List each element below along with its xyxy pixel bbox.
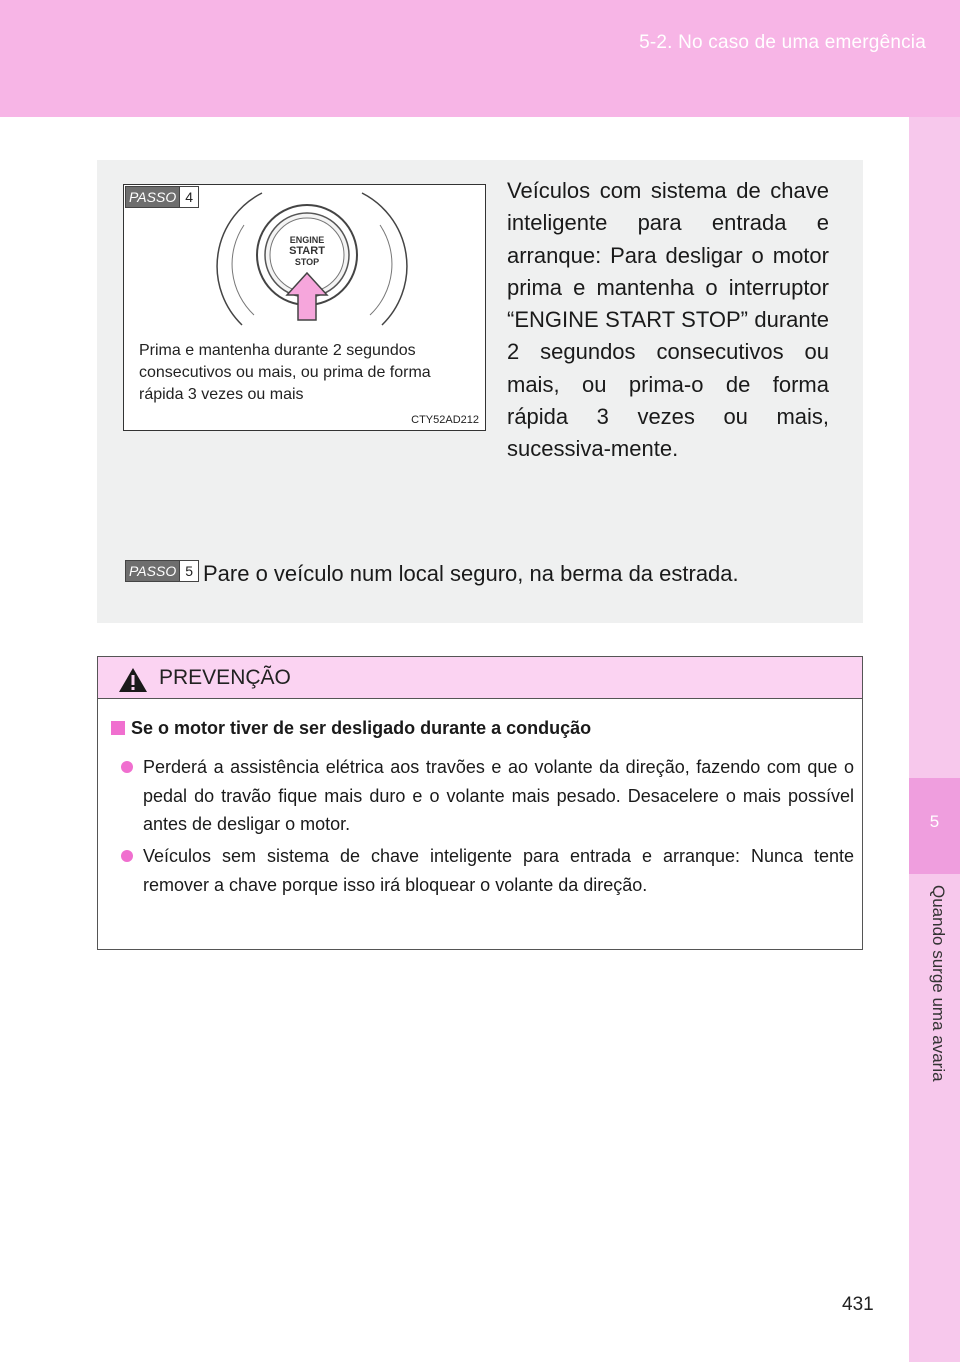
step-5-text: Pare o veículo num local seguro, na berma da estrada. bbox=[203, 561, 739, 586]
step-5-tag-number: 5 bbox=[179, 561, 198, 581]
button-line-engine: ENGINE bbox=[289, 235, 325, 245]
chapter-side-tab bbox=[909, 117, 960, 1362]
step-4-text: Veículos com sistema de chave inteligente para entrada e arranque: Para desligar o motor prima e mantenha o interruptor “ENGINE START STOP” durante 2 segundos consecutivos ou mais, ou prima-o de forma rápida 3 vezes ou mais, sucessiva-mente. bbox=[507, 178, 829, 462]
step-4-tag-label: PASSO bbox=[126, 187, 179, 207]
figure-caption: Prima e mantenha durante 2 segundos consecutivos ou mais, ou prima de forma rápida 3 vezes ou mais bbox=[139, 342, 431, 403]
chapter-number: 5 bbox=[929, 812, 940, 831]
page-number: 431 bbox=[842, 1294, 874, 1315]
circle-bullet-icon bbox=[121, 761, 133, 773]
step-4-tag bbox=[125, 186, 199, 208]
step-5-tag bbox=[125, 560, 199, 582]
warning-bullet-text: Veículos sem sistema de chave inteligente para entrada e arranque: Nunca tente remover a chave porque isso irá bloquear o volante da direção. bbox=[143, 846, 854, 895]
warning-bullet bbox=[118, 753, 858, 839]
step-5-tag-label: PASSO bbox=[126, 561, 179, 581]
button-lettering bbox=[287, 235, 327, 267]
warning-bullet bbox=[118, 842, 858, 899]
header-band bbox=[0, 0, 960, 117]
step-4-tag-number: 4 bbox=[179, 187, 198, 207]
warning-subtitle bbox=[111, 718, 591, 739]
warning-bullet-text: Perderá a assistência elétrica aos travões e ao volante da direção, fazendo com que o pedal do travão fique mais duro e o volante mais pesado. Desacelere o mais possível antes de desligar o motor. bbox=[143, 757, 854, 834]
circle-bullet-icon bbox=[121, 850, 133, 862]
section-title: 5-2. No caso de uma emergência bbox=[639, 32, 926, 53]
warning-box bbox=[97, 656, 863, 950]
warning-subtitle-text: Se o motor tiver de ser desligado durante a condução bbox=[131, 718, 592, 738]
chapter-label: Quando surge uma avaria bbox=[929, 885, 948, 1082]
square-bullet-icon bbox=[111, 721, 125, 735]
warning-title: PREVENÇÃO bbox=[159, 666, 291, 689]
engine-start-stop-figure bbox=[123, 184, 486, 431]
warning-header bbox=[98, 657, 862, 699]
button-line-start: START bbox=[289, 245, 325, 257]
button-line-stop: STOP bbox=[294, 257, 320, 267]
warning-triangle-icon bbox=[118, 667, 148, 693]
figure-code: CTY52AD212 bbox=[411, 414, 479, 426]
